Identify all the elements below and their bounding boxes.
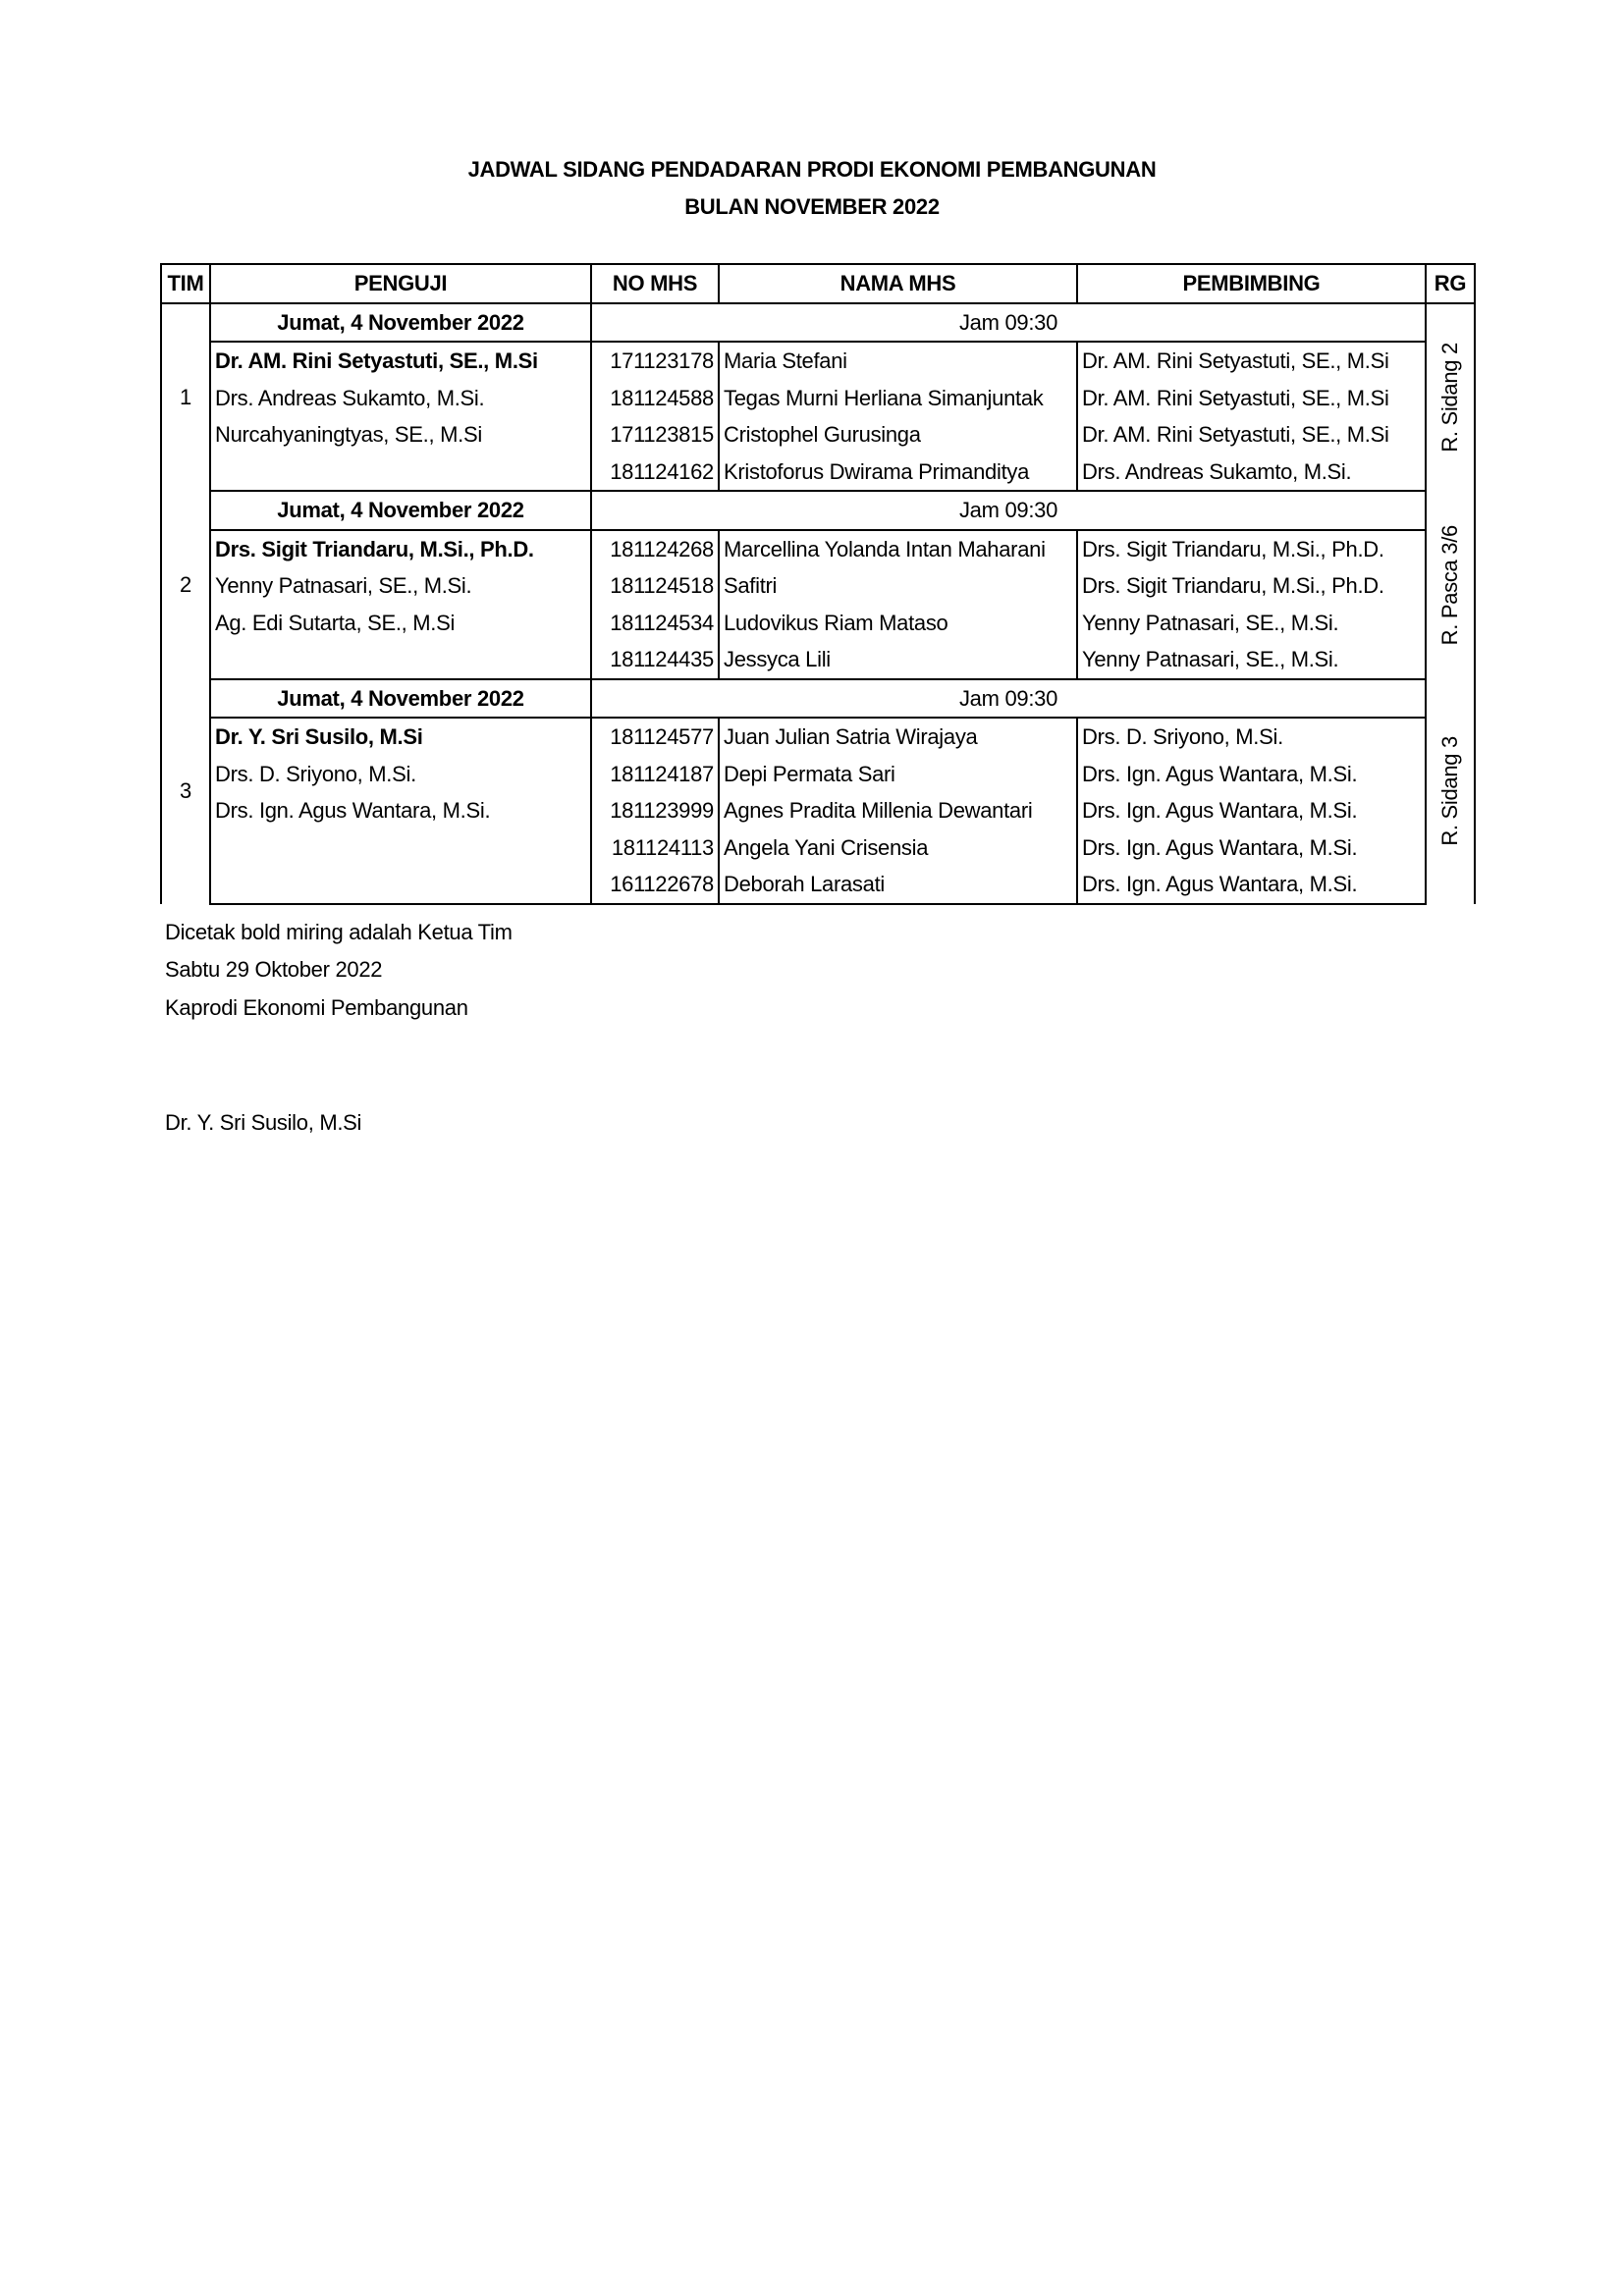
examiner xyxy=(210,829,591,867)
student-advisor: Drs. Ign. Agus Wantara, M.Si. xyxy=(1082,798,1358,823)
student-name: Cristophel Gurusinga xyxy=(719,416,1077,454)
table-row xyxy=(161,792,1475,829)
student-no: 181124268 xyxy=(591,530,719,568)
schedule-table xyxy=(160,263,1476,905)
table-header-row xyxy=(161,264,1475,303)
student-no: 161122678 xyxy=(591,866,719,904)
table-row xyxy=(161,567,1475,605)
student-no: 171123815 xyxy=(591,416,719,454)
student-name: Tegas Murni Herliana Simanjuntak xyxy=(719,380,1077,417)
examiner xyxy=(210,641,591,679)
student-advisor: Drs. Ign. Agus Wantara, M.Si. xyxy=(1082,834,1358,860)
student-name: Angela Yani Crisensia xyxy=(719,829,1077,867)
student-advisor: Dr. AM. Rini Setyastuti, SE., M.Si xyxy=(1082,385,1389,410)
footer-role: Kaprodi Ekonomi Pembangunan xyxy=(165,995,468,1020)
document-subtitle: BULAN NOVEMBER 2022 xyxy=(684,194,940,219)
student-advisor: Dr. AM. Rini Setyastuti, SE., M.Si xyxy=(1082,348,1389,373)
student-advisor: Drs. Sigit Triandaru, M.Si., Ph.D. xyxy=(1082,536,1384,561)
team-date: Jumat, 4 November 2022 xyxy=(210,491,591,530)
header-pembimbing: PEMBIMBING xyxy=(1077,264,1426,303)
footer-note: Dicetak bold miring adalah Ketua Tim xyxy=(165,920,513,944)
team-room xyxy=(1426,491,1475,679)
table-row xyxy=(161,641,1475,679)
student-name: Juan Julian Satria Wirajaya xyxy=(719,718,1077,756)
student-no: 181124588 xyxy=(591,380,719,417)
team-date-row xyxy=(161,679,1475,719)
student-advisor: Dr. AM. Rini Setyastuti, SE., M.Si xyxy=(1082,422,1389,447)
student-no: 181124435 xyxy=(591,641,719,679)
table-row xyxy=(161,829,1475,867)
student-name: Depi Permata Sari xyxy=(719,756,1077,793)
team-date: Jumat, 4 November 2022 xyxy=(210,303,591,343)
room-label: R. Pasca 3/6 xyxy=(1437,524,1462,645)
header-penguji: PENGUJI xyxy=(210,264,591,303)
team-date: Jumat, 4 November 2022 xyxy=(210,679,591,719)
examiner-chair: Drs. Sigit Triandaru, M.Si., Ph.D. xyxy=(210,530,591,568)
examiner: Drs. Andreas Sukamto, M.Si. xyxy=(210,380,591,417)
student-advisor: Yenny Patnasari, SE., M.Si. xyxy=(1077,641,1426,679)
team-room xyxy=(1426,679,1475,904)
team-number: 1 xyxy=(161,303,210,492)
examiner: Drs. D. Sriyono, M.Si. xyxy=(210,756,591,793)
student-no: 181124187 xyxy=(591,756,719,793)
team-time: Jam 09:30 xyxy=(591,679,1426,719)
table-row xyxy=(161,342,1475,380)
student-advisor: Yenny Patnasari, SE., M.Si. xyxy=(1082,610,1339,635)
table-row xyxy=(161,416,1475,454)
student-name: Marcellina Yolanda Intan Maharani xyxy=(719,530,1077,568)
team-room xyxy=(1426,303,1475,492)
student-advisor: Drs. Sigit Triandaru, M.Si., Ph.D. xyxy=(1082,573,1384,598)
table-row xyxy=(161,718,1475,756)
student-name: Ludovikus Riam Mataso xyxy=(719,605,1077,642)
header-rg: RG xyxy=(1426,264,1475,303)
student-no: 181124534 xyxy=(591,605,719,642)
team-number: 2 xyxy=(161,491,210,679)
student-name: Deborah Larasati xyxy=(719,866,1077,904)
student-advisor: Drs. Ign. Agus Wantara, M.Si. xyxy=(1082,761,1358,786)
team-time: Jam 09:30 xyxy=(591,303,1426,343)
document-title: JADWAL SIDANG PENDADARAN PRODI EKONOMI PEMBANGUNAN xyxy=(467,157,1157,182)
footer-signer: Dr. Y. Sri Susilo, M.Si xyxy=(165,1110,362,1135)
student-no: 171123178 xyxy=(591,342,719,380)
examiner: Drs. Ign. Agus Wantara, M.Si. xyxy=(210,792,591,829)
table-row xyxy=(161,530,1475,568)
student-name: Jessyca Lili xyxy=(719,641,1077,679)
table-row xyxy=(161,454,1475,492)
header-no-mhs: NO MHS xyxy=(591,264,719,303)
team-date-row xyxy=(161,303,1475,343)
team-time: Jam 09:30 xyxy=(591,491,1426,530)
student-no: 181123999 xyxy=(591,792,719,829)
room-label: R. Sidang 3 xyxy=(1437,736,1462,846)
footer-date: Sabtu 29 Oktober 2022 xyxy=(165,957,383,982)
student-no: 181124113 xyxy=(591,829,719,867)
room-label: R. Sidang 2 xyxy=(1437,342,1462,453)
examiner xyxy=(210,866,591,904)
table-row xyxy=(161,605,1475,642)
examiner-chair: Dr. AM. Rini Setyastuti, SE., M.Si xyxy=(210,342,591,380)
header-nama-mhs: NAMA MHS xyxy=(719,264,1077,303)
table-row xyxy=(161,866,1475,904)
student-advisor: Drs. Ign. Agus Wantara, M.Si. xyxy=(1077,866,1426,904)
examiner-chair: Dr. Y. Sri Susilo, M.Si xyxy=(210,718,591,756)
student-advisor: Drs. Andreas Sukamto, M.Si. xyxy=(1077,454,1426,492)
student-no: 181124518 xyxy=(591,567,719,605)
header-tim: TIM xyxy=(161,264,210,303)
examiner: Yenny Patnasari, SE., M.Si. xyxy=(210,567,591,605)
team-number: 3 xyxy=(161,679,210,904)
examiner: Ag. Edi Sutarta, SE., M.Si xyxy=(210,605,591,642)
team-date-row xyxy=(161,491,1475,530)
examiner: Nurcahyaningtyas, SE., M.Si xyxy=(210,416,591,454)
student-no: 181124577 xyxy=(591,718,719,756)
student-name: Safitri xyxy=(719,567,1077,605)
table-row xyxy=(161,756,1475,793)
student-name: Kristoforus Dwirama Primanditya xyxy=(719,454,1077,492)
examiner xyxy=(210,454,591,492)
student-name: Maria Stefani xyxy=(719,342,1077,380)
table-row xyxy=(161,380,1475,417)
student-name: Agnes Pradita Millenia Dewantari xyxy=(719,792,1077,829)
student-advisor: Drs. D. Sriyono, M.Si. xyxy=(1082,724,1283,749)
student-no: 181124162 xyxy=(591,454,719,492)
